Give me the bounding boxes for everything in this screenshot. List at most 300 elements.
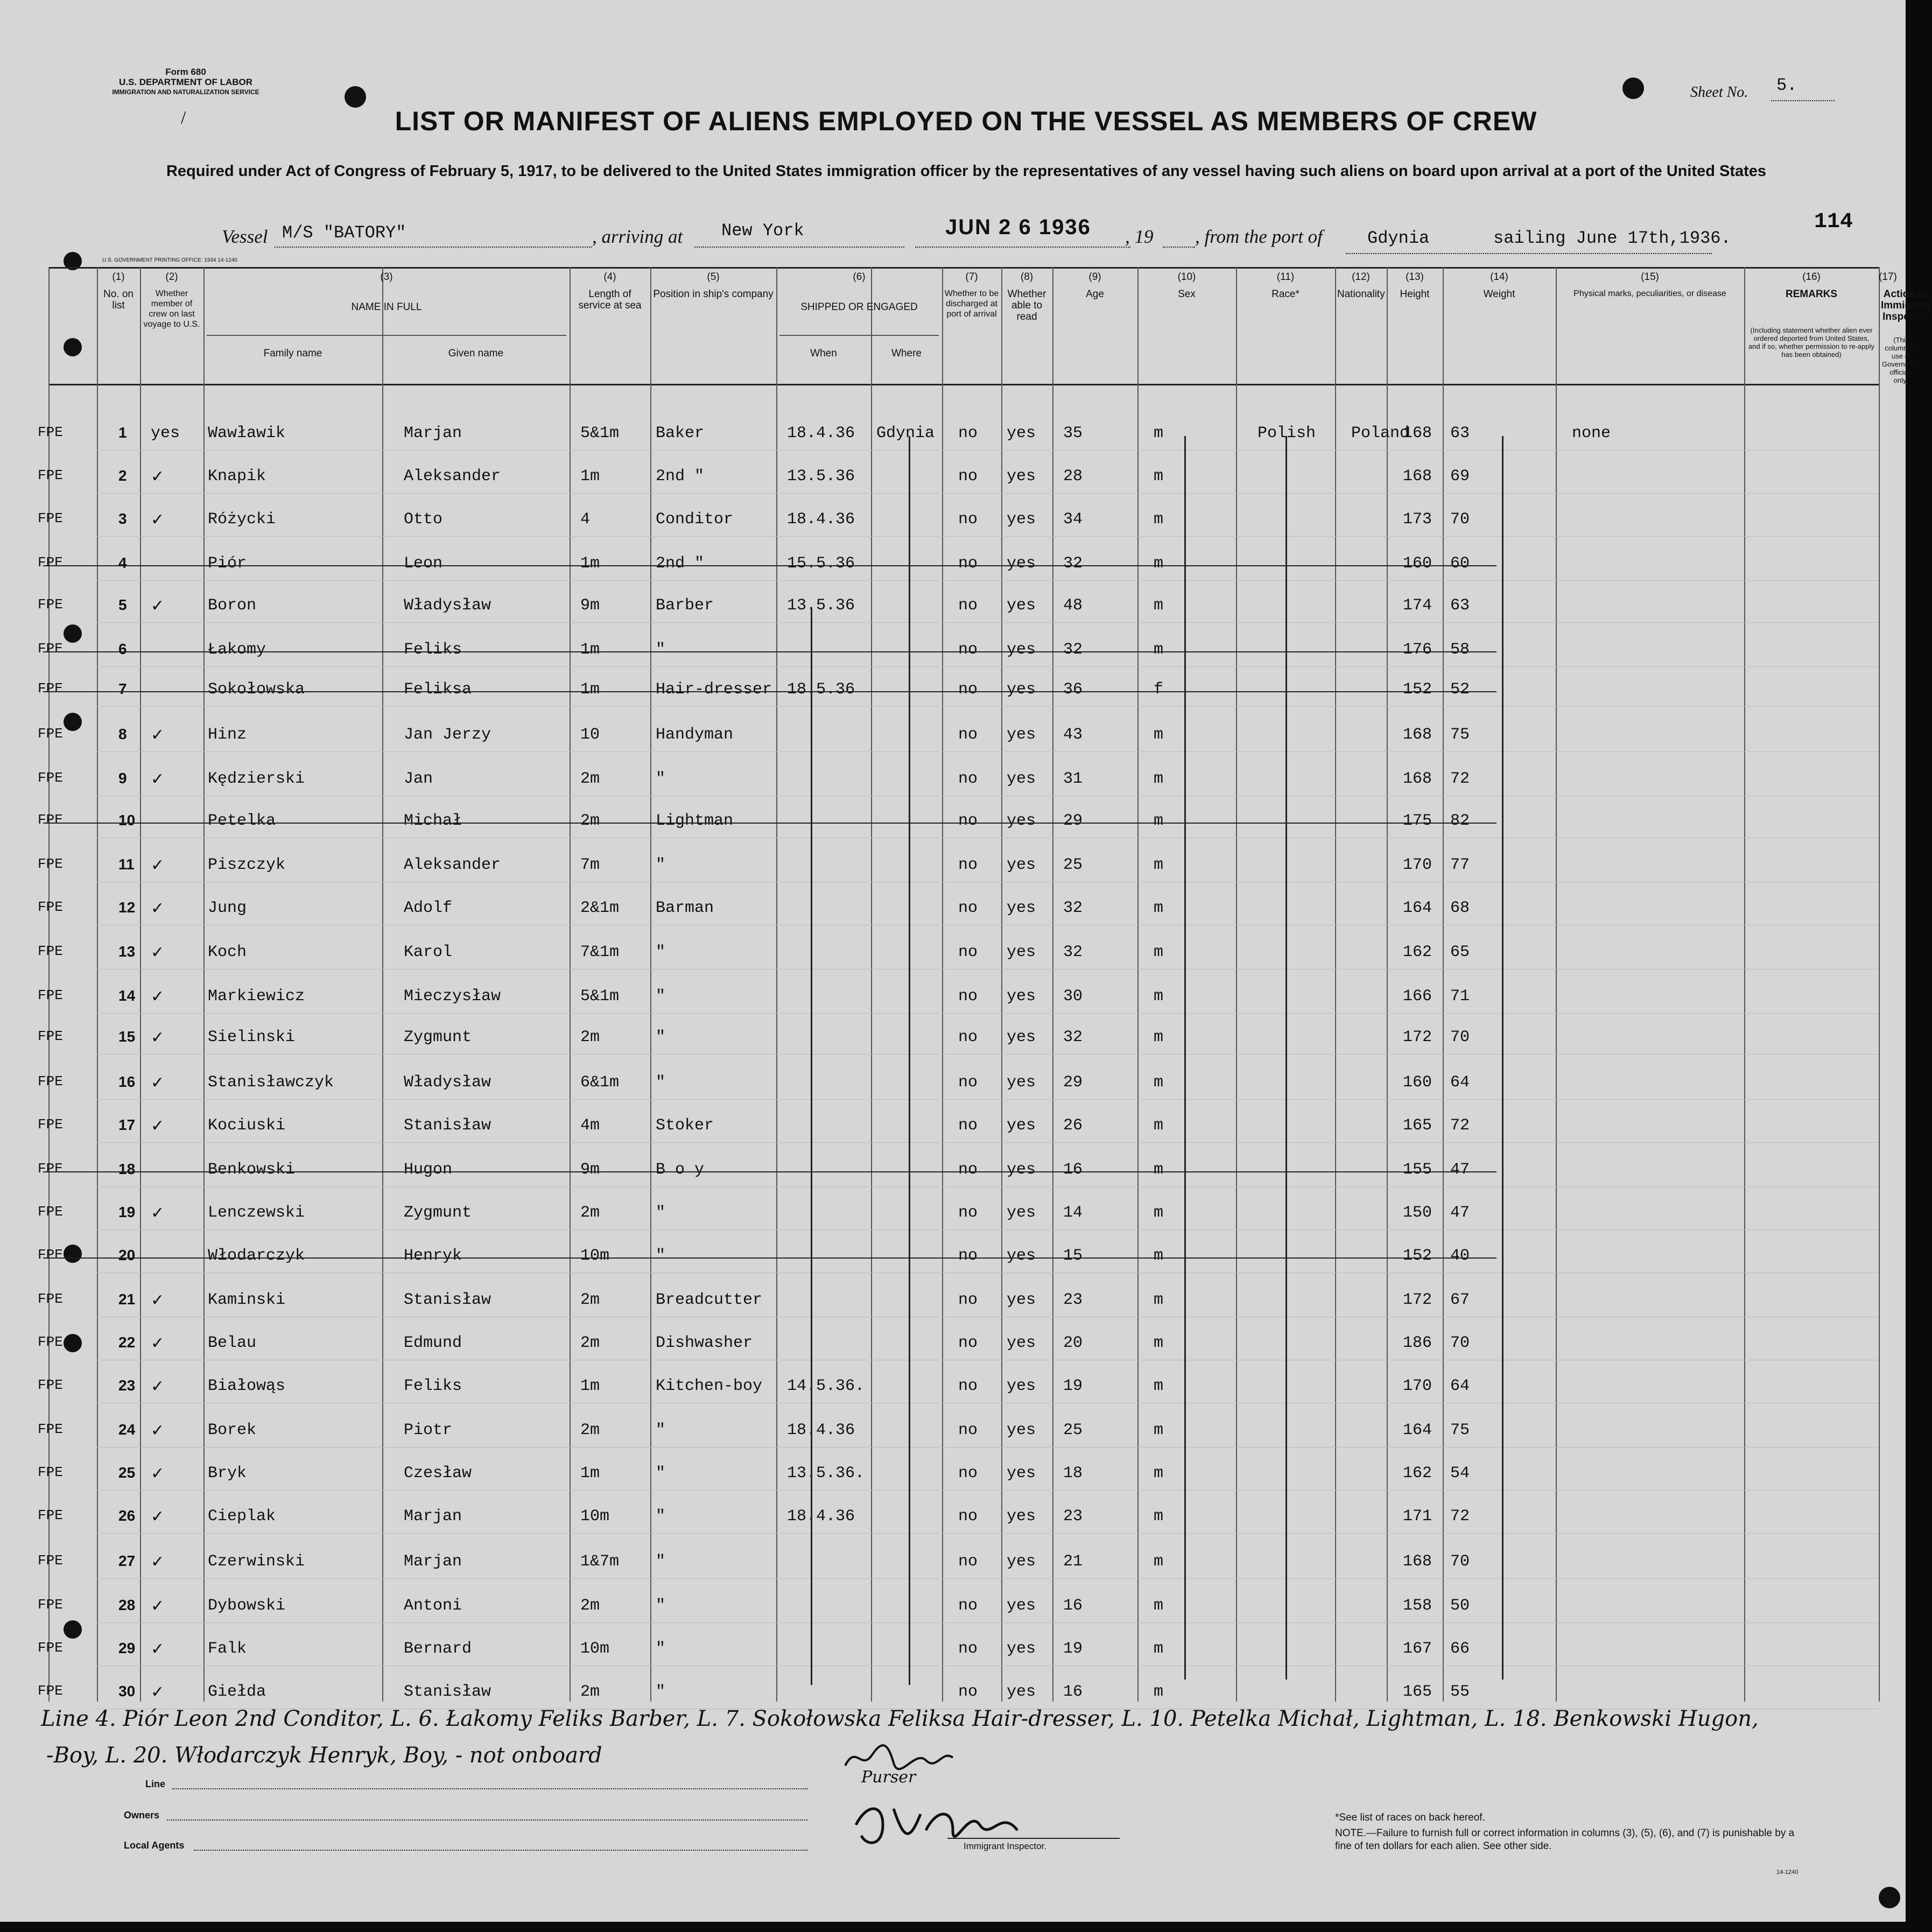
cell-position: Barman bbox=[656, 899, 714, 917]
cell-no: 24 bbox=[118, 1421, 136, 1438]
cell-position: Baker bbox=[656, 424, 705, 442]
cell-discharged: no bbox=[958, 1421, 978, 1439]
cell-height: 170 bbox=[1403, 856, 1432, 874]
row-rule bbox=[97, 1447, 1879, 1448]
cell-height: 171 bbox=[1403, 1507, 1432, 1526]
cell-height: 168 bbox=[1403, 770, 1432, 788]
cell-no: 11 bbox=[118, 856, 135, 873]
column-rule bbox=[1556, 267, 1557, 1702]
cell-read: yes bbox=[1007, 987, 1036, 1006]
column-number: (8) bbox=[1020, 271, 1034, 283]
cell-given: Władysław bbox=[404, 1073, 491, 1092]
cell-discharged: no bbox=[958, 770, 978, 788]
cell-family: Wawławik bbox=[208, 424, 286, 442]
cell-height: 165 bbox=[1403, 1116, 1432, 1135]
cell-discharged: no bbox=[958, 1291, 978, 1309]
column-rule bbox=[1052, 267, 1053, 1702]
cell-given: Stanisław bbox=[404, 1683, 491, 1701]
cell-given: Feliks bbox=[404, 641, 462, 659]
row-rule bbox=[97, 1054, 1879, 1055]
cell-service: 2m bbox=[580, 770, 600, 788]
cell-service: 9m bbox=[580, 596, 600, 615]
column-rule bbox=[1387, 267, 1388, 1702]
ditto-line bbox=[811, 608, 812, 1685]
cell-sex: m bbox=[1154, 1597, 1164, 1615]
cell-family: Sokołowska bbox=[208, 680, 305, 699]
column-note: (Including statement whether alien ever ordered deported from United States, and if so, whether permission to re-apply has been obtained) bbox=[1748, 326, 1875, 359]
cell-age: 16 bbox=[1063, 1161, 1083, 1179]
column-rule bbox=[650, 267, 651, 1702]
cell-nationality: Poland bbox=[1351, 424, 1410, 442]
row-rule bbox=[97, 493, 1879, 494]
cell-height: 174 bbox=[1403, 596, 1432, 615]
cell-given: Czesław bbox=[404, 1464, 472, 1483]
cell-no: 10 bbox=[118, 812, 136, 828]
cell-discharged: no bbox=[958, 554, 978, 573]
cell-weight: 65 bbox=[1450, 943, 1470, 961]
row-mark: FPE bbox=[38, 554, 63, 571]
cell-prev: ✓ bbox=[151, 1334, 165, 1353]
cell-height: 168 bbox=[1403, 467, 1432, 486]
cell-no: 1 bbox=[118, 424, 127, 441]
cell-no: 3 bbox=[118, 510, 127, 527]
cell-no: 23 bbox=[118, 1377, 136, 1394]
cell-discharged: no bbox=[958, 1552, 978, 1571]
row-mark: FPE bbox=[38, 424, 63, 440]
column-header: Height bbox=[1400, 289, 1430, 300]
cell-position: " bbox=[656, 943, 666, 961]
cell-discharged: no bbox=[958, 1247, 978, 1265]
cell-no: 4 bbox=[118, 554, 127, 571]
column-header: Position in ship's company bbox=[653, 289, 774, 300]
cell-service: 2m bbox=[580, 1597, 600, 1615]
row-rule bbox=[97, 580, 1879, 581]
row-rule bbox=[97, 1099, 1879, 1100]
cell-position: " bbox=[656, 1421, 666, 1439]
row-mark: FPE bbox=[38, 987, 63, 1003]
cell-service: 1&7m bbox=[580, 1552, 620, 1571]
cell-age: 16 bbox=[1063, 1597, 1083, 1615]
column-rule bbox=[1236, 267, 1237, 1702]
cell-family: Benkowski bbox=[208, 1161, 296, 1179]
column-header: Race* bbox=[1271, 289, 1299, 300]
cell-no: 25 bbox=[118, 1464, 136, 1481]
cell-family: Białowąs bbox=[208, 1377, 286, 1395]
cell-age: 43 bbox=[1063, 726, 1083, 744]
column-header: Sex bbox=[1178, 289, 1196, 300]
cell-no: 14 bbox=[118, 987, 136, 1004]
cell-no: 19 bbox=[118, 1204, 136, 1220]
cell-given: Zygmunt bbox=[404, 1028, 472, 1046]
cell-read: yes bbox=[1007, 680, 1036, 699]
cell-weight: 75 bbox=[1450, 1421, 1470, 1439]
cell-marks: none bbox=[1572, 424, 1611, 442]
cell-weight: 64 bbox=[1450, 1073, 1470, 1092]
cell-no: 8 bbox=[118, 726, 127, 742]
cell-sex: m bbox=[1154, 770, 1164, 788]
cell-read: yes bbox=[1007, 467, 1036, 486]
cell-weight: 72 bbox=[1450, 770, 1470, 788]
cell-when: 18.5.36 bbox=[787, 680, 855, 699]
cell-age: 32 bbox=[1063, 554, 1083, 573]
cell-read: yes bbox=[1007, 1028, 1036, 1046]
cell-age: 23 bbox=[1063, 1507, 1083, 1526]
cell-weight: 72 bbox=[1450, 1116, 1470, 1135]
cell-given: Władysław bbox=[404, 596, 491, 615]
row-mark: FPE bbox=[38, 510, 63, 526]
column-rule bbox=[1001, 267, 1002, 1702]
column-number: (3) bbox=[380, 271, 393, 283]
cell-prev: ✓ bbox=[151, 1028, 165, 1047]
cell-height: 168 bbox=[1403, 726, 1432, 744]
cell-read: yes bbox=[1007, 1640, 1036, 1658]
cell-read: yes bbox=[1007, 1597, 1036, 1615]
row-mark: FPE bbox=[38, 1377, 63, 1393]
column-number: (1) bbox=[112, 271, 125, 283]
cell-given: Henryk bbox=[404, 1247, 462, 1265]
cell-sex: m bbox=[1154, 467, 1164, 486]
cell-discharged: no bbox=[958, 1597, 978, 1615]
cell-position: " bbox=[656, 1640, 666, 1658]
cell-no: 16 bbox=[118, 1073, 136, 1090]
cell-height: 162 bbox=[1403, 943, 1432, 961]
cell-position: " bbox=[656, 1683, 666, 1701]
cell-service: 2m bbox=[580, 1334, 600, 1352]
cell-read: yes bbox=[1007, 1247, 1036, 1265]
cell-when: 14.5.36. bbox=[787, 1377, 865, 1395]
cell-weight: 63 bbox=[1450, 596, 1470, 615]
column-rule bbox=[203, 267, 205, 1702]
cell-given: Leon bbox=[404, 554, 443, 573]
cell-position: " bbox=[656, 1507, 666, 1526]
cell-service: 1m bbox=[580, 1377, 600, 1395]
cell-service: 10 bbox=[580, 726, 600, 744]
cell-weight: 69 bbox=[1450, 467, 1470, 486]
strike-through-line bbox=[43, 1171, 1497, 1172]
cell-prev: ✓ bbox=[151, 596, 165, 615]
cell-read: yes bbox=[1007, 1464, 1036, 1483]
cell-sex: m bbox=[1154, 641, 1164, 659]
column-header: SHIPPED OR ENGAGED bbox=[800, 301, 918, 313]
column-number: (15) bbox=[1641, 271, 1659, 283]
cell-discharged: no bbox=[958, 596, 978, 615]
cell-weight: 60 bbox=[1450, 554, 1470, 573]
cell-read: yes bbox=[1007, 1334, 1036, 1352]
row-mark: FPE bbox=[38, 596, 63, 613]
column-rule bbox=[570, 267, 571, 1702]
purser-label: Purser bbox=[861, 1768, 916, 1787]
cell-prev: yes bbox=[151, 424, 180, 442]
cell-when: 18.4.36 bbox=[787, 1507, 855, 1526]
cell-discharged: no bbox=[958, 641, 978, 659]
column-header: Nationality bbox=[1337, 289, 1385, 300]
cell-discharged: no bbox=[958, 856, 978, 874]
cell-prev: ✓ bbox=[151, 856, 165, 875]
cell-service: 2m bbox=[580, 1683, 600, 1701]
cell-no: 7 bbox=[118, 680, 127, 697]
punch-hole bbox=[64, 1245, 82, 1263]
column-number: (14) bbox=[1490, 271, 1508, 283]
cell-position: " bbox=[656, 1552, 666, 1571]
cell-position: 2nd " bbox=[656, 467, 705, 486]
cell-weight: 47 bbox=[1450, 1161, 1470, 1179]
row-mark: FPE bbox=[38, 1161, 63, 1177]
cell-given: Piotr bbox=[404, 1421, 453, 1439]
cell-when: 13.5.36 bbox=[787, 467, 855, 486]
row-rule bbox=[97, 450, 1879, 451]
column-number: (5) bbox=[707, 271, 720, 283]
page-title: LIST OR MANIFEST OF ALIENS EMPLOYED ON THE VESSEL AS MEMBERS OF CREW bbox=[395, 106, 1537, 136]
races-note: *See list of races on back hereof. bbox=[1335, 1812, 1485, 1823]
footer-agents-label: Local Agents bbox=[124, 1840, 185, 1851]
cell-position: Dishwasher bbox=[656, 1334, 753, 1352]
table-header-frame bbox=[48, 267, 1879, 385]
cell-read: yes bbox=[1007, 1204, 1036, 1222]
cell-read: yes bbox=[1007, 1552, 1036, 1571]
cell-prev: ✓ bbox=[151, 467, 165, 486]
departure-port: Gdynia bbox=[1367, 228, 1430, 248]
cell-read: yes bbox=[1007, 1377, 1036, 1395]
column-header: REMARKS bbox=[1785, 289, 1838, 300]
column-number: (2) bbox=[165, 271, 178, 283]
cell-no: 6 bbox=[118, 641, 127, 657]
punch-hole bbox=[64, 713, 82, 731]
cell-height: 155 bbox=[1403, 1161, 1432, 1179]
cell-family: Piór bbox=[208, 554, 247, 573]
cell-service: 2m bbox=[580, 1204, 600, 1222]
cell-age: 29 bbox=[1063, 812, 1083, 830]
cell-given: Mieczysław bbox=[404, 987, 501, 1006]
cell-height: 186 bbox=[1403, 1334, 1432, 1352]
cell-family: Czerwinski bbox=[208, 1552, 305, 1571]
cell-read: yes bbox=[1007, 1421, 1036, 1439]
cell-prev: ✓ bbox=[151, 770, 165, 789]
cell-given: Stanisław bbox=[404, 1291, 491, 1309]
cell-age: 48 bbox=[1063, 596, 1083, 615]
row-rule bbox=[97, 1533, 1879, 1534]
cell-position: " bbox=[656, 856, 666, 874]
cell-read: yes bbox=[1007, 1291, 1036, 1309]
cell-family: Lenczewski bbox=[208, 1204, 305, 1222]
sailing-date: sailing June 17th,1936. bbox=[1493, 228, 1731, 248]
row-mark: FPE bbox=[38, 726, 63, 742]
cell-when: 18.4.36 bbox=[787, 424, 855, 442]
cell-height: 166 bbox=[1403, 987, 1432, 1006]
cell-read: yes bbox=[1007, 510, 1036, 529]
cell-age: 26 bbox=[1063, 1116, 1083, 1135]
cell-family: Piszczyk bbox=[208, 856, 286, 874]
cell-prev: ✓ bbox=[151, 1204, 165, 1223]
cell-service: 2m bbox=[580, 812, 600, 830]
row-rule bbox=[97, 622, 1879, 623]
cell-sex: m bbox=[1154, 1640, 1164, 1658]
cell-read: yes bbox=[1007, 1161, 1036, 1179]
cell-read: yes bbox=[1007, 1507, 1036, 1526]
cell-sex: m bbox=[1154, 1073, 1164, 1092]
cell-given: Hugon bbox=[404, 1161, 453, 1179]
cell-family: Bryk bbox=[208, 1464, 247, 1483]
sheet-number-value: 5. bbox=[1776, 75, 1797, 95]
cell-no: 17 bbox=[118, 1116, 136, 1133]
cell-height: 168 bbox=[1403, 424, 1432, 442]
cell-discharged: no bbox=[958, 424, 978, 442]
cell-given: Otto bbox=[404, 510, 443, 529]
cell-read: yes bbox=[1007, 554, 1036, 573]
cell-when: 13.5.36. bbox=[787, 1464, 865, 1483]
strike-through-line bbox=[43, 823, 1497, 824]
cell-age: 16 bbox=[1063, 1683, 1083, 1701]
column-rule bbox=[942, 267, 943, 1702]
page-mark: 114 bbox=[1814, 210, 1853, 234]
cell-read: yes bbox=[1007, 899, 1036, 917]
arrival-date-stamp: JUN 2 6 1936 bbox=[945, 215, 1091, 239]
cell-sex: m bbox=[1154, 424, 1164, 442]
cell-read: yes bbox=[1007, 1073, 1036, 1092]
column-header: Weight bbox=[1483, 289, 1515, 300]
cell-sex: m bbox=[1154, 1247, 1164, 1265]
cell-age: 34 bbox=[1063, 510, 1083, 529]
cell-service: 1m bbox=[580, 467, 600, 486]
column-header: Length of service at sea bbox=[578, 289, 642, 311]
cell-no: 22 bbox=[118, 1334, 136, 1351]
strike-through-line bbox=[43, 1257, 1497, 1259]
cell-family: Różycki bbox=[208, 510, 276, 529]
form-department: U.S. DEPARTMENT OF LABOR bbox=[118, 77, 253, 87]
cell-read: yes bbox=[1007, 943, 1036, 961]
cell-family: Kaminski bbox=[208, 1291, 286, 1309]
printing-office-line: U.S. GOVERNMENT PRINTING OFFICE: 1934 14-1240 bbox=[102, 257, 237, 263]
cell-no: 21 bbox=[118, 1291, 136, 1308]
column-header: Whether to be discharged at port of arrival bbox=[944, 289, 999, 319]
cell-no: 9 bbox=[118, 770, 127, 786]
vessel-name: M/S "BATORY" bbox=[282, 223, 406, 243]
cell-age: 32 bbox=[1063, 641, 1083, 659]
cell-family: Knapik bbox=[208, 467, 266, 486]
cell-sex: f bbox=[1154, 680, 1164, 699]
row-rule bbox=[97, 1578, 1879, 1579]
cell-prev: ✓ bbox=[151, 987, 165, 1006]
cell-sex: m bbox=[1154, 1116, 1164, 1135]
cell-position: " bbox=[656, 1597, 666, 1615]
column-rule bbox=[1443, 267, 1444, 1702]
cell-position: Breadcutter bbox=[656, 1291, 763, 1309]
cell-when: 13.5.36 bbox=[787, 596, 855, 615]
cell-no: 28 bbox=[118, 1597, 136, 1613]
column-rule bbox=[1879, 267, 1880, 1702]
cell-family: Koch bbox=[208, 943, 247, 961]
cell-weight: 70 bbox=[1450, 510, 1470, 529]
cell-position: Stoker bbox=[656, 1116, 714, 1135]
cell-no: 27 bbox=[118, 1552, 136, 1569]
cell-weight: 63 bbox=[1450, 424, 1470, 442]
cell-age: 28 bbox=[1063, 467, 1083, 486]
column-number: (9) bbox=[1088, 271, 1101, 283]
column-number: (10) bbox=[1177, 271, 1196, 283]
row-mark: FPE bbox=[38, 680, 63, 697]
column-header: Action of Immigrant Inspector bbox=[1881, 289, 1930, 322]
punch-hole bbox=[345, 86, 366, 108]
cell-age: 32 bbox=[1063, 899, 1083, 917]
cell-position: B o y bbox=[656, 1161, 705, 1179]
cell-service: 7&1m bbox=[580, 943, 620, 961]
cell-service: 1m bbox=[580, 554, 600, 573]
cell-sex: m bbox=[1154, 899, 1164, 917]
cell-prev: ✓ bbox=[151, 1421, 165, 1440]
cell-read: yes bbox=[1007, 641, 1036, 659]
row-mark: FPE bbox=[38, 812, 63, 828]
cell-weight: 66 bbox=[1450, 1640, 1470, 1658]
cell-prev: ✓ bbox=[151, 1291, 165, 1310]
cell-family: Petelka bbox=[208, 812, 276, 830]
cell-family: Falk bbox=[208, 1640, 247, 1658]
cell-sex: m bbox=[1154, 1377, 1164, 1395]
column-note: (This column for use of Government officials only) bbox=[1882, 336, 1921, 384]
row-rule bbox=[97, 1186, 1879, 1187]
column-number: (12) bbox=[1352, 271, 1370, 283]
header-divider bbox=[207, 335, 566, 336]
row-rule bbox=[97, 751, 1879, 752]
cell-age: 18 bbox=[1063, 1464, 1083, 1483]
cell-position: Handyman bbox=[656, 726, 734, 744]
cell-age: 35 bbox=[1063, 424, 1083, 442]
cell-given: Aleksander bbox=[404, 856, 501, 874]
column-header: Physical marks, peculiarities, or disease bbox=[1573, 289, 1726, 298]
cell-given: Stanisław bbox=[404, 1116, 491, 1135]
column-subheader: Family name bbox=[263, 348, 322, 359]
row-rule bbox=[97, 1142, 1879, 1143]
cell-prev: ✓ bbox=[151, 943, 165, 962]
cell-height: 158 bbox=[1403, 1597, 1432, 1615]
cell-sex: m bbox=[1154, 1507, 1164, 1526]
column-number: (11) bbox=[1276, 271, 1295, 283]
cell-discharged: no bbox=[958, 987, 978, 1006]
cell-height: 162 bbox=[1403, 1464, 1432, 1483]
cell-discharged: no bbox=[958, 726, 978, 744]
cell-family: Kociuski bbox=[208, 1116, 286, 1135]
cell-read: yes bbox=[1007, 596, 1036, 615]
cell-sex: m bbox=[1154, 726, 1164, 744]
column-number: (7) bbox=[965, 271, 978, 283]
cell-given: Zygmunt bbox=[404, 1204, 472, 1222]
cell-age: 19 bbox=[1063, 1377, 1083, 1395]
cell-family: Kędzierski bbox=[208, 770, 305, 788]
column-number: (6) bbox=[853, 271, 866, 283]
column-rule bbox=[140, 267, 141, 1702]
column-subheader: When bbox=[810, 348, 837, 359]
handwritten-note-line1: Line 4. Piór Leon 2nd Conditor, L. 6. Łakomy Feliks Barber, L. 7. Sokołowska Feliksa Hair-dresser, L. 10. Petelka Michał, Lightman, L. 18. Benkowski Hugon, bbox=[41, 1706, 1759, 1731]
cell-weight: 50 bbox=[1450, 1597, 1470, 1615]
cell-height: 150 bbox=[1403, 1204, 1432, 1222]
cell-service: 10m bbox=[580, 1247, 610, 1265]
cell-given: Jan bbox=[404, 770, 433, 788]
cell-height: 152 bbox=[1403, 680, 1432, 699]
cell-sex: m bbox=[1154, 596, 1164, 615]
cell-weight: 70 bbox=[1450, 1552, 1470, 1571]
cell-position: " bbox=[656, 1073, 666, 1092]
cell-when: 15.5.36 bbox=[787, 554, 855, 573]
cell-sex: m bbox=[1154, 987, 1164, 1006]
column-subheader: Given name bbox=[448, 348, 504, 359]
cell-service: 2&1m bbox=[580, 899, 620, 917]
column-subheader: Where bbox=[891, 348, 922, 359]
sheet-number-label: Sheet No. bbox=[1690, 84, 1748, 101]
cell-sex: m bbox=[1154, 1552, 1164, 1571]
form-service: IMMIGRATION AND NATURALIZATION SERVICE bbox=[112, 88, 259, 96]
cell-position: Conditor bbox=[656, 510, 734, 529]
cell-sex: m bbox=[1154, 1421, 1164, 1439]
cell-family: Giełda bbox=[208, 1683, 266, 1701]
column-number: (4) bbox=[603, 271, 616, 283]
